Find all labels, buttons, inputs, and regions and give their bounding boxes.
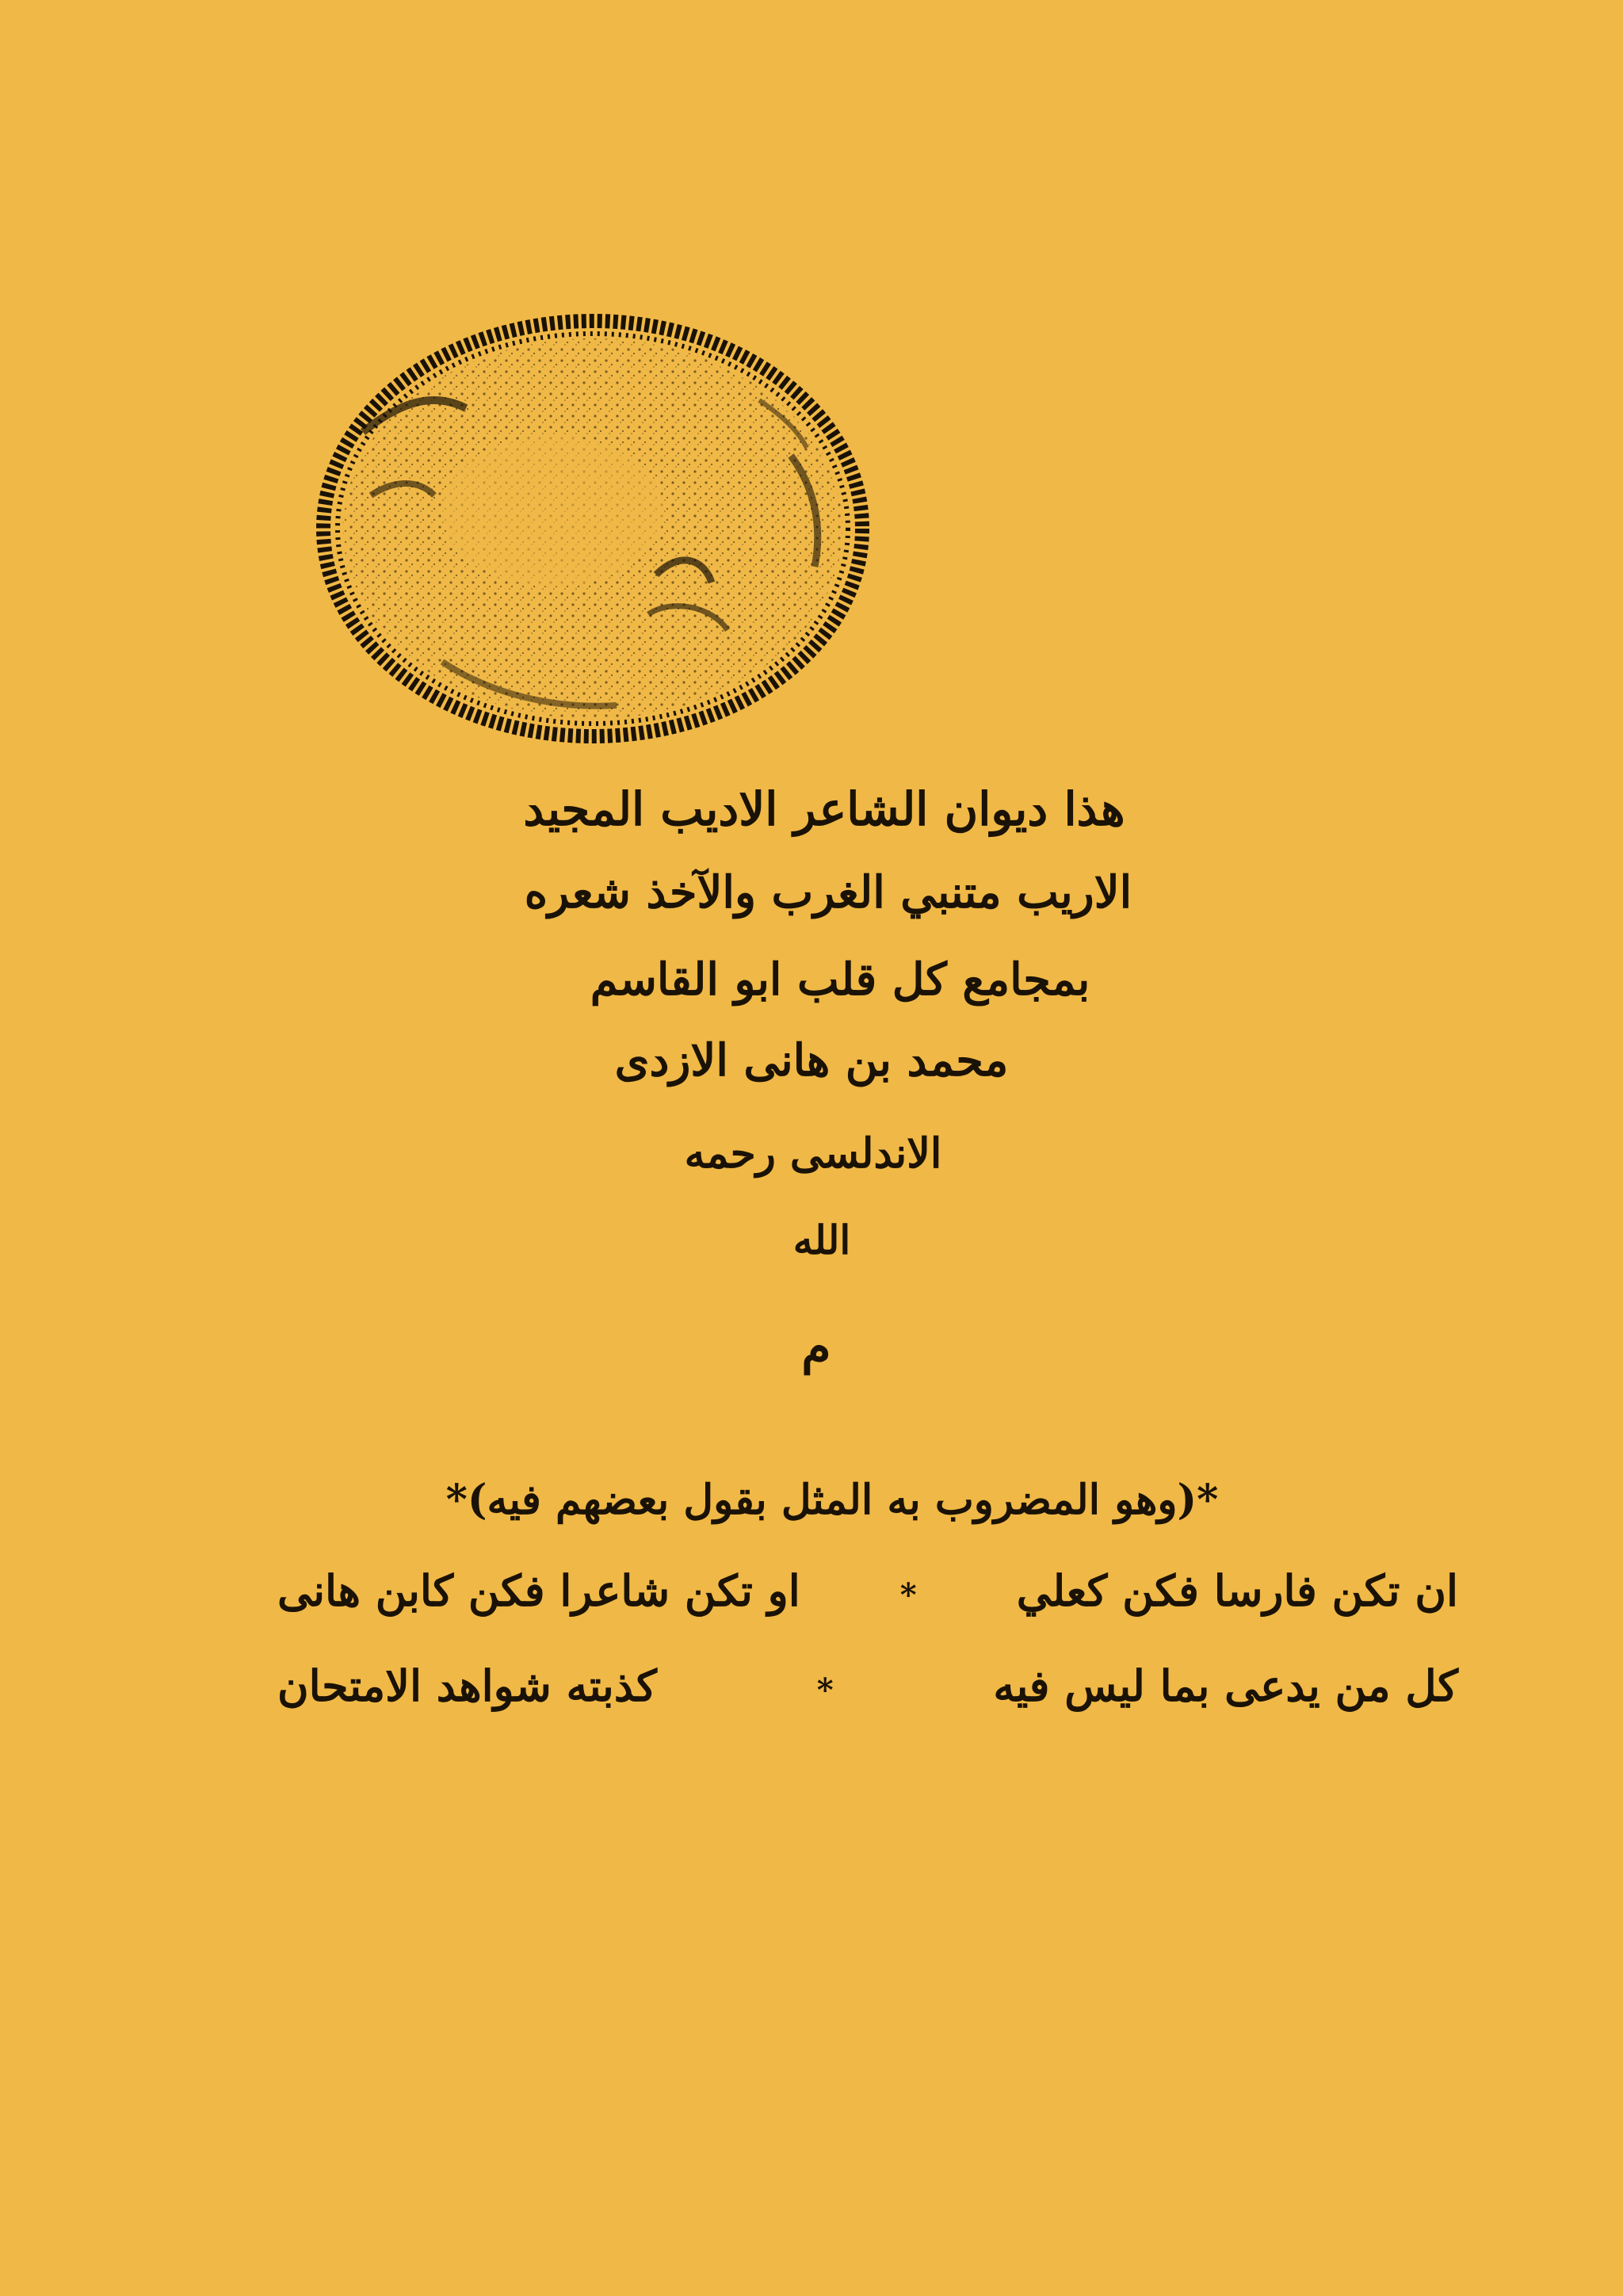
title-line-1: هذا ديوان الشاعر الاديب المجيد (523, 782, 1125, 836)
closing-mark: م (801, 1320, 831, 1375)
verse-separator: * (899, 1576, 917, 1614)
circular-seal-stamp (315, 313, 870, 749)
verse-line (277, 1660, 1458, 1711)
title-line-3: بمجامع كل قلب ابو القاسم (590, 953, 1090, 1006)
verse-second-hemistich: كذبته شواهد الامتحان (277, 1660, 657, 1711)
verse-separator: * (816, 1671, 834, 1709)
verse-first-hemistich: ان تكن فارسا فكن كعلي (1016, 1565, 1458, 1616)
poem-heading: *(وهو المضروب به المثل بقول بعضهم فيه)* (445, 1476, 1219, 1524)
seal-graphic (315, 313, 870, 749)
author-nisba: الاندلسى رحمه (684, 1129, 942, 1178)
title-line-2: الاريب متنبي الغرب والآخذ شعره (524, 866, 1132, 919)
author-name: محمد بن هانى الازدى (614, 1034, 1009, 1087)
verse-line (277, 1565, 1458, 1616)
verse-first-hemistich: كل من يدعى بما ليس فيه (993, 1660, 1458, 1711)
verse-second-hemistich: او تكن شاعرا فكن كابن هانى (277, 1565, 800, 1616)
invocation: الله (792, 1217, 851, 1263)
